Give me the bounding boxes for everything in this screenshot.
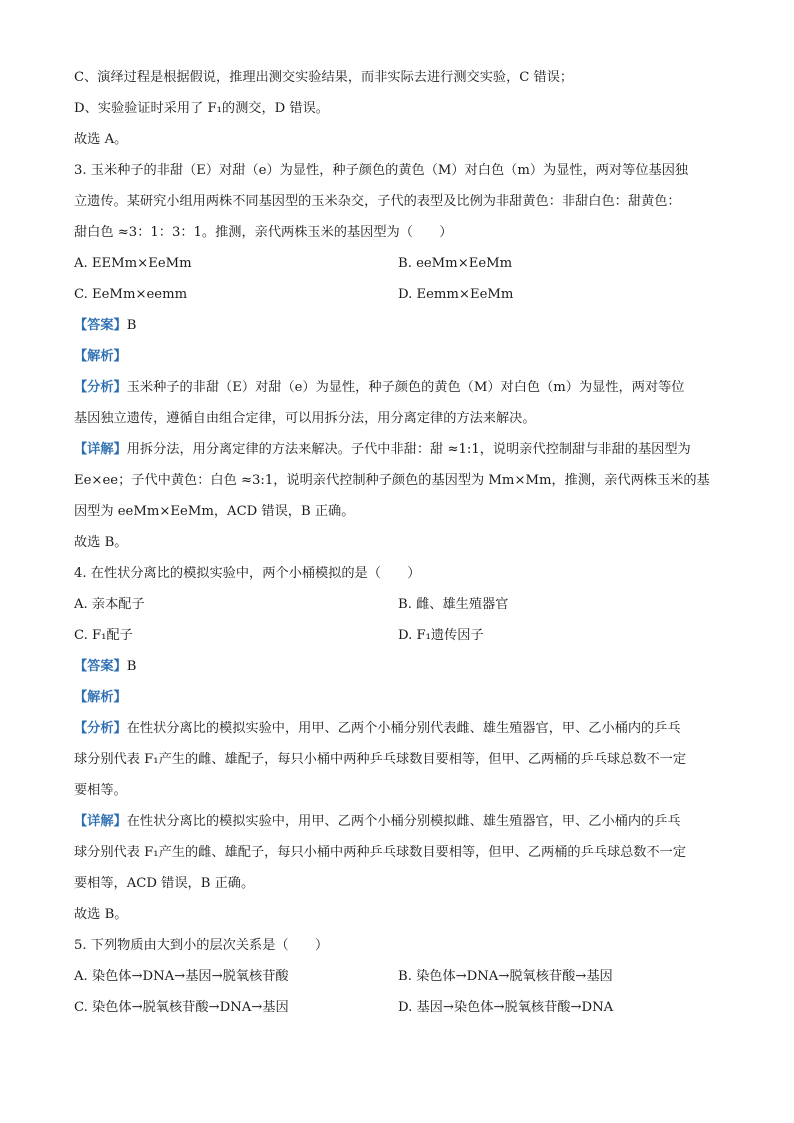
q5-options-row [74,992,724,1023]
analysis-tag: 【解析】 [74,690,127,705]
q5-stem: 5. 下列物质由大到小的层次关系是（ ） [74,938,329,953]
answer-tag: 【答案】 [74,659,127,674]
q3-options-row [74,279,724,310]
fenxi-text: 玉米种子的非甜（E）对甜（e）为显性，种子颜色的黄色（M）对白色（m）为显性，两对等位 [126,380,685,395]
xiangjie-text: 在性状分离比的模拟实验中，用甲、乙两个小桶分别模拟雌、雄生殖器官，甲、乙小桶内的乒乓 [126,814,681,829]
q4-answer [74,651,724,682]
q4-option-c: C. F₁配子 [74,628,133,643]
q4-option-d: D. F₁遗传因子 [398,628,484,643]
q4-analysis-heading [74,682,724,713]
q4-xiangjie-line: 球分别代表 F₁产生的雌、雄配子，每只小桶中两种乒乓球数目要相等，但甲、乙两桶的乒乓球总数不一定 [74,845,687,860]
text-line: 故选 A。 [74,132,128,147]
q4-xiangjie-line: 要相等，ACD 错误，B 正确。 [74,876,255,891]
document-page [74,62,724,1023]
q4-fenxi-line [74,713,724,744]
q3-option-a: A. EEMm×EeMm [74,256,192,271]
q5-option-b: B. 染色体→DNA→脱氧核苷酸→基因 [398,969,613,984]
q3-stem-line: 立遗传。某研究小组用两株不同基因型的玉米杂交，子代的表型及比例为非甜黄色：非甜白色：甜黄色： [74,194,681,209]
q3-fenxi-line [74,372,724,403]
text-line: D、实验验证时采用了 F₁的测交，D 错误。 [74,101,329,116]
q3-option-d: D. Eemm×EeMm [398,287,514,302]
q4-fenxi-line: 要相等。 [74,783,127,798]
q5-options-row [74,961,724,992]
q5-option-a: A. 染色体→DNA→基因→脱氧核苷酸 [74,969,289,984]
q3-xiangjie-line [74,434,724,465]
q4-conclusion: 故选 B。 [74,907,128,922]
answer-tag: 【答案】 [74,318,127,333]
answer-value: B [126,659,137,674]
xiangjie-tag: 【详解】 [74,814,127,829]
q4-options-row [74,620,724,651]
q3-fenxi-line: 基因独立遗传，遵循自由组合定律，可以用拆分法，用分离定律的方法来解决。 [74,411,536,426]
xiangjie-tag: 【详解】 [74,442,127,457]
answer-value: B [126,318,137,333]
fenxi-text: 在性状分离比的模拟实验中，用甲、乙两个小桶分别代表雌、雄生殖器官，甲、乙小桶内的乒乓 [126,721,681,736]
q4-xiangjie-line [74,806,724,837]
q4-stem: 4. 在性状分离比的模拟实验中，两个小桶模拟的是（ ） [74,566,421,581]
q3-options-row [74,248,724,279]
q3-xiangjie-line: Ee×ee；子代中黄色：白色 ≈3:1，说明亲代控制种子颜色的基因型为 Mm×Mm，推测，亲代两株玉米的基 [74,473,710,488]
analysis-tag: 【解析】 [74,349,127,364]
q5-option-c: C. 染色体→脱氧核苷酸→DNA→基因 [74,1000,289,1015]
q3-option-c: C. EeMm×eemm [74,287,188,302]
q4-fenxi-line: 球分别代表 F₁产生的雌、雄配子，每只小桶中两种乒乓球数目要相等，但甲、乙两桶的乒乓球总数不一定 [74,752,687,767]
q3-xiangjie-line: 因型为 eeMm×EeMm，ACD 错误，B 正确。 [74,504,355,519]
q3-conclusion: 故选 B。 [74,535,128,550]
fenxi-tag: 【分析】 [74,721,127,736]
q3-answer [74,310,724,341]
q5-option-d: D. 基因→染色体→脱氧核苷酸→DNA [398,1000,614,1015]
q3-option-b: B. eeMm×EeMm [398,256,513,271]
text-line: C、演绎过程是根据假说，推理出测交实验结果，而非实际去进行测交实验，C 错误； [74,70,574,85]
q3-stem-line: 甜白色 ≈3：1：3：1。推测，亲代两株玉米的基因型为（ ） [74,225,453,240]
q4-option-a: A. 亲本配子 [74,597,145,612]
fenxi-tag: 【分析】 [74,380,127,395]
xiangjie-text: 用拆分法，用分离定律的方法来解决。子代中非甜：甜 ≈1:1，说明亲代控制甜与非甜的基因型为 [126,442,691,457]
q3-analysis-heading [74,341,724,372]
q4-option-b: B. 雌、雄生殖器官 [398,597,509,612]
q4-options-row [74,589,724,620]
q3-stem-line: 3. 玉米种子的非甜（E）对甜（e）为显性，种子颜色的黄色（M）对白色（m）为显性，两对等位基因独 [74,163,689,178]
